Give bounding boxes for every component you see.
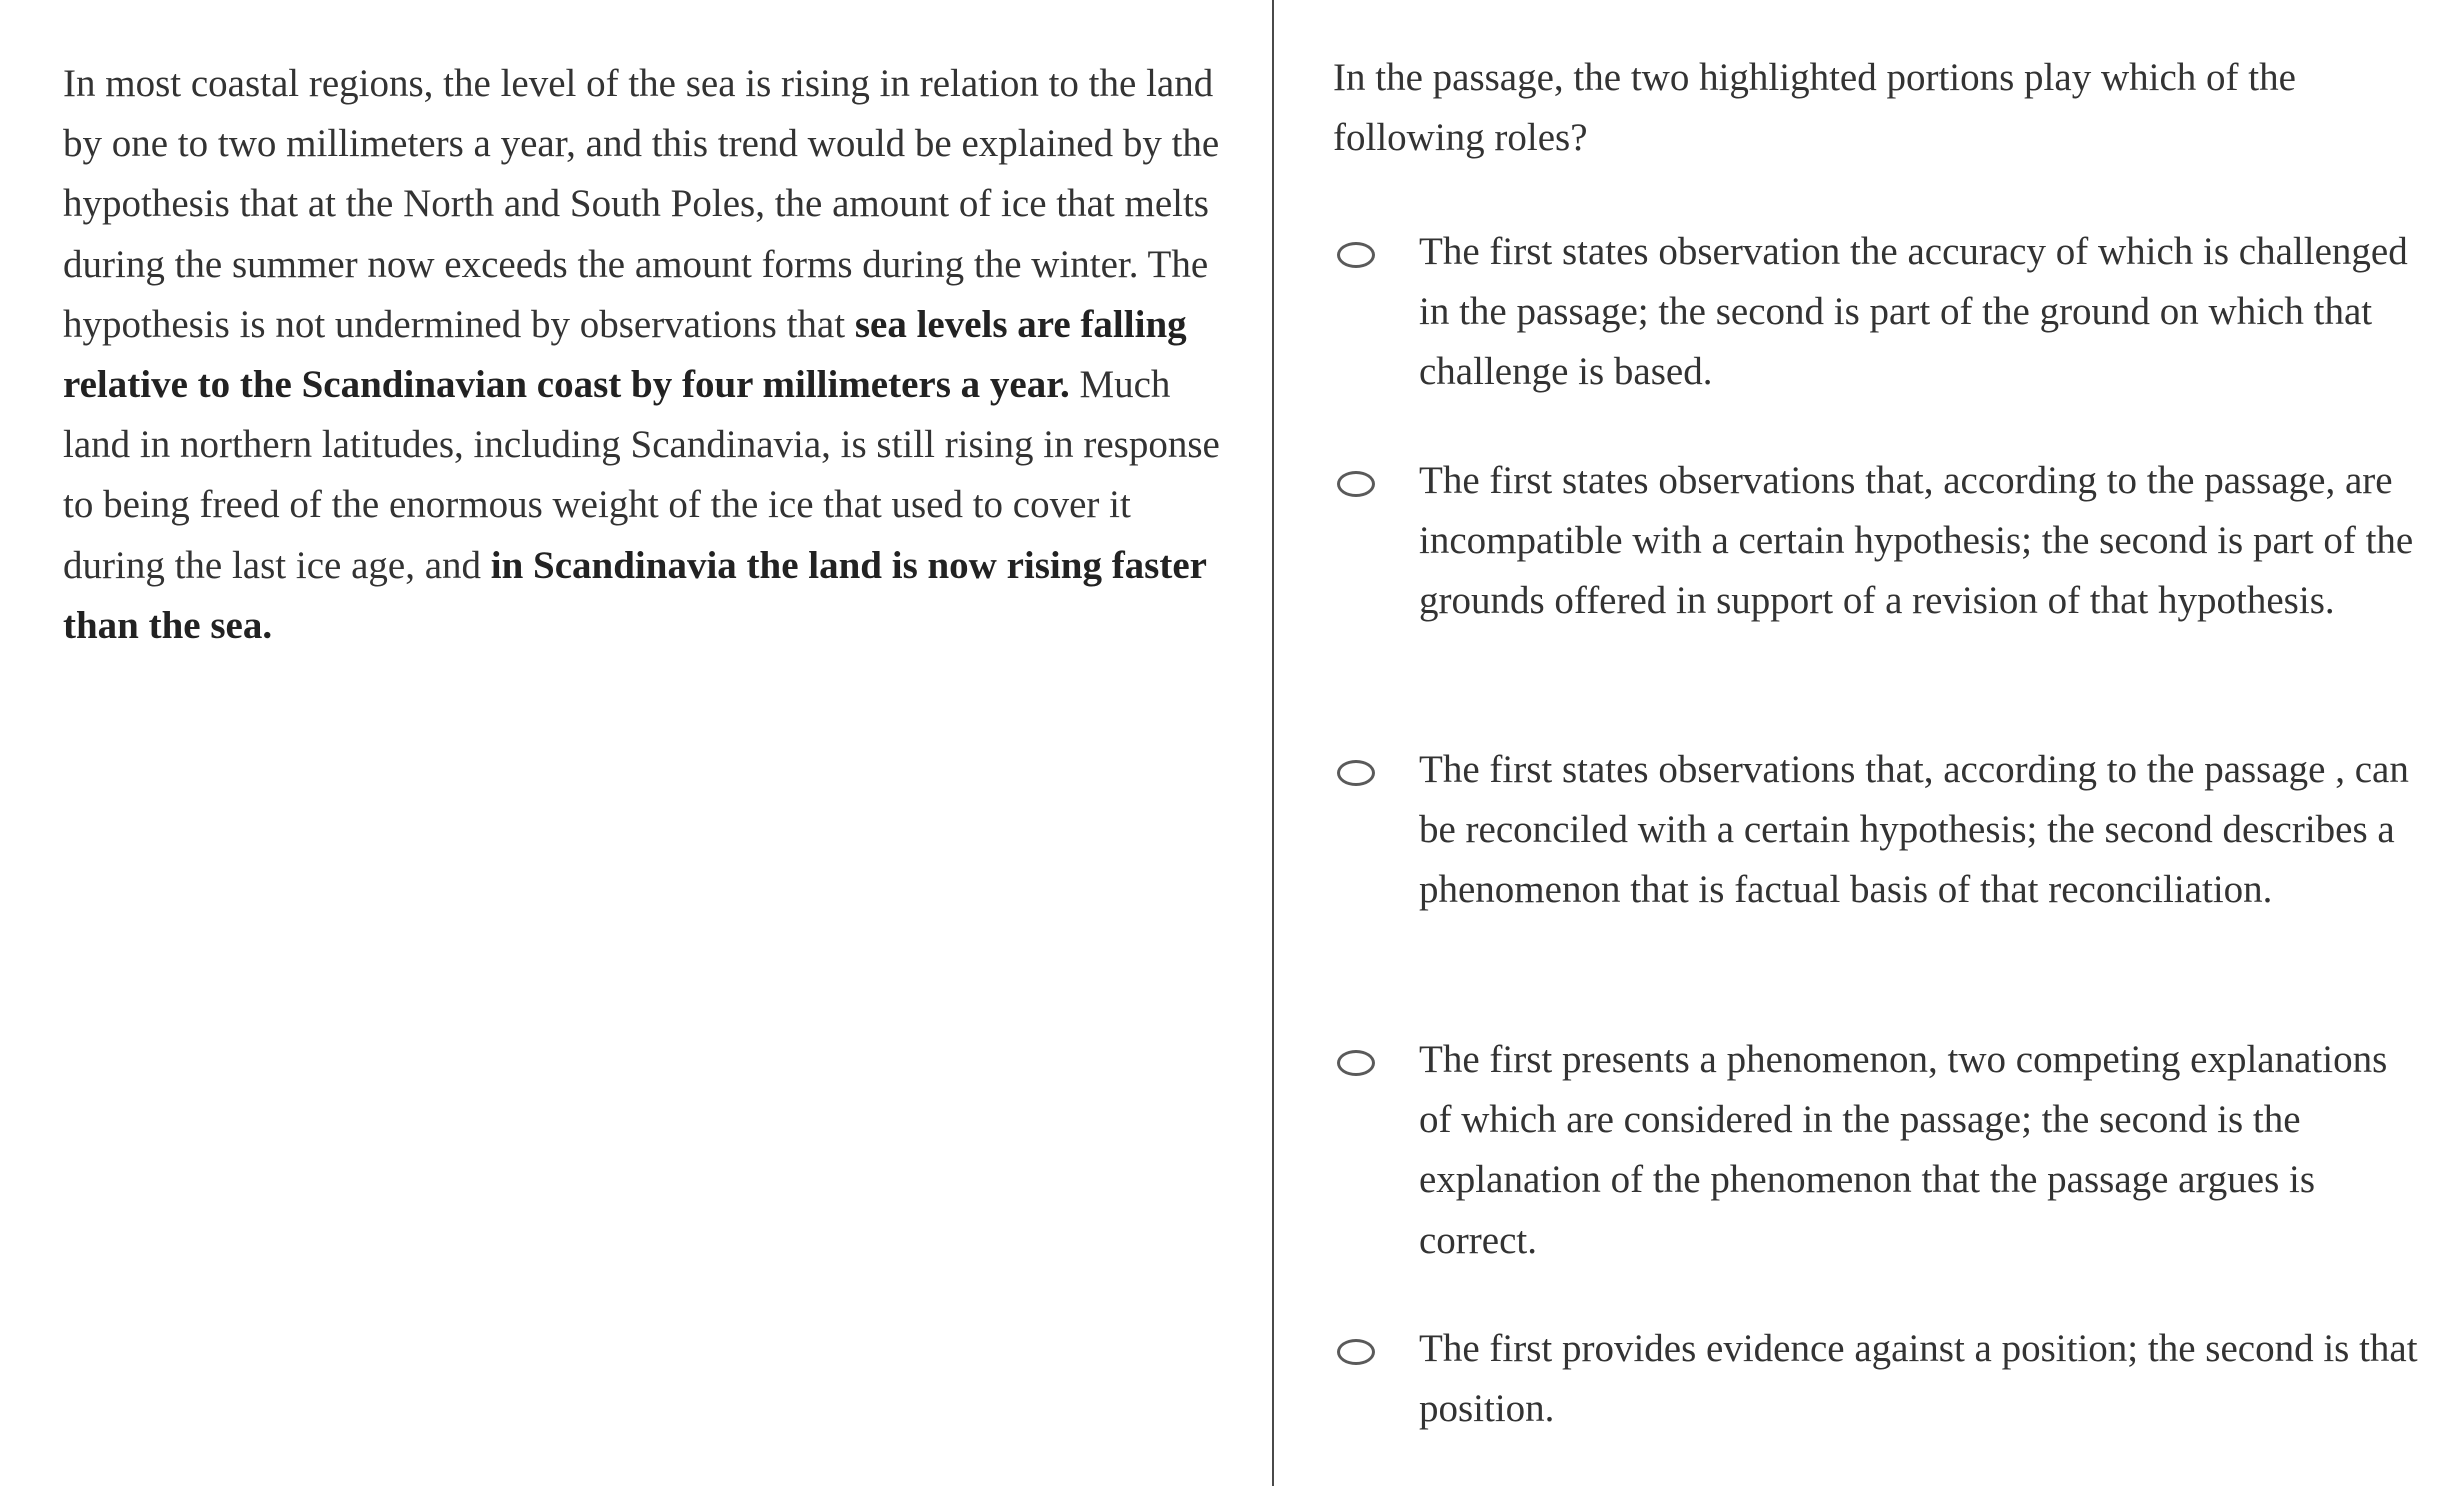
highlighted-portion-2: in Scandinavia the land is now rising faster than the sea. (63, 543, 1207, 647)
radio-button-icon[interactable] (1337, 471, 1375, 497)
radio-button-icon[interactable] (1337, 1339, 1375, 1365)
option-b-text[interactable]: The first states observations that, according to the passage, are incompatible with a certain hypothesis; the second is part of the grounds offered in support of a revision of that hypothesis. (1419, 459, 2414, 623)
option-d-text[interactable]: The first presents a phenomenon, two competing explanations of which are considered in the passage; the second is the explanation of the phenomenon that the passage argues is correct. (1419, 1038, 2388, 1262)
answer-option-a[interactable] (1333, 222, 2433, 403)
highlighted-portion-1: sea levels are falling relative to the Scandinavian coast by four millimeters a year. (63, 302, 1187, 407)
answer-option-e[interactable] (1333, 1319, 2433, 1439)
radio-button-icon[interactable] (1337, 1050, 1375, 1076)
question-pane (1333, 48, 2433, 1431)
option-e-text[interactable]: The first provides evidence against a position; the second is that position. (1419, 1327, 2418, 1431)
answer-option-b[interactable] (1333, 451, 2433, 632)
radio-button-icon[interactable] (1337, 242, 1375, 268)
option-a-text[interactable]: The first states observation the accuracy of which is challenged in the passage; the second is part of the ground on which that challenge is based. (1419, 230, 2408, 394)
option-c-text[interactable]: The first states observations that, according to the passage , can be reconciled with a certain hypothesis; the second describes a phenomenon that is factual basis of that reconciliation. (1419, 748, 2409, 912)
question-stem: In the passage, the two highlighted portions play which of the following roles? (1333, 56, 2296, 160)
passage-segment-1: In most coastal regions, the level of the sea is rising in relation to the land by one to two millimeters a year, and this trend would be explained by the hypothesis that at the North and South Poles, the amount of ice that melts during the summer now exceeds the amount forms during the winter. The hypothesis is not undermined by observations that (63, 62, 1220, 346)
answer-option-c[interactable] (1333, 740, 2433, 921)
passage-segment-2: Much land in northern latitudes, including Scandinavia, is still rising in response to being freed of the enormous weight of the ice that used to cover it during the last ice age, and (63, 363, 1220, 587)
radio-button-icon[interactable] (1337, 760, 1375, 786)
pane-divider[interactable] (1272, 0, 1274, 1486)
passage-pane (63, 54, 1223, 656)
answer-option-d[interactable] (1333, 1030, 2433, 1271)
passage-text (63, 54, 1223, 656)
